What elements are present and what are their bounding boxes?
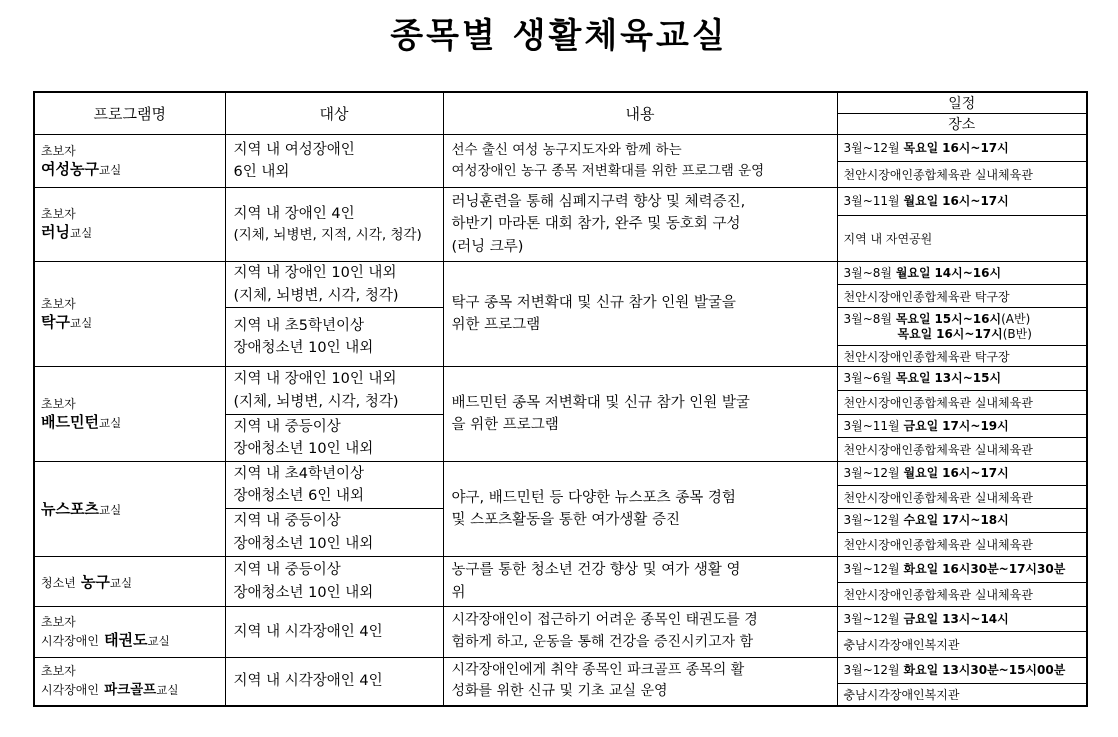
schedule-time: 16시30분~17시30분 bbox=[942, 562, 1066, 576]
program-name: 파크골프 bbox=[104, 681, 157, 698]
content-line: 배드민턴 종목 저변확대 및 신규 참가 인원 발굴 bbox=[451, 394, 750, 411]
target-cell bbox=[225, 188, 443, 262]
place-cell: 충남시각장애인복지관 bbox=[837, 632, 1087, 658]
program-name: 배드민턴 bbox=[41, 412, 99, 431]
program-name: 태권도 bbox=[104, 630, 148, 649]
schedule-months: 3월~8월 bbox=[843, 311, 893, 326]
target-line: 지역 내 중등이상 bbox=[233, 418, 341, 435]
schedule-day: 월요일 bbox=[903, 194, 939, 208]
program-table bbox=[33, 91, 1088, 707]
content-line: 농구를 통한 청소년 건강 향상 및 여가 생활 영 bbox=[451, 562, 741, 579]
table-row bbox=[34, 557, 1087, 583]
target-cell bbox=[225, 308, 443, 367]
place-cell: 천안시장애인종합체육관 실내체육관 bbox=[837, 583, 1087, 607]
program-name: 농구 bbox=[80, 572, 110, 591]
schedule-cell bbox=[837, 557, 1087, 583]
content-line: 시각장애인에게 취약 종목인 파크골프 종목의 활 bbox=[451, 661, 745, 678]
schedule-day: 목요일 bbox=[895, 371, 931, 385]
schedule-cell bbox=[837, 188, 1087, 216]
content-line: 을 위한 프로그램 bbox=[451, 417, 559, 433]
program-suffix: 교실 bbox=[147, 633, 170, 648]
target-cell bbox=[225, 509, 443, 557]
place-cell: 천안시장애인종합체육관 실내체육관 bbox=[837, 486, 1087, 509]
program-level: 초보자 bbox=[41, 396, 76, 411]
target-line: 지역 내 중등이상 bbox=[233, 562, 341, 579]
target-cell bbox=[225, 658, 443, 706]
content-line: 하반기 마라톤 대회 참가, 완주 및 동호회 구성 bbox=[451, 216, 741, 233]
content-cell bbox=[443, 607, 837, 658]
schedule-day: 목요일 bbox=[897, 326, 933, 341]
program-level: 초보자 bbox=[41, 663, 76, 678]
program-name: 탁구 bbox=[41, 312, 70, 331]
program-prefix: 시각장애인 bbox=[41, 633, 99, 648]
program-cell bbox=[34, 367, 225, 462]
target-line: 지역 내 장애인 4인 bbox=[233, 205, 355, 222]
target-line: 지역 내 장애인 10인 내외 bbox=[233, 265, 397, 282]
schedule-cell bbox=[837, 262, 1087, 285]
place-cell: 충남시각장애인복지관 bbox=[837, 684, 1087, 706]
program-cell bbox=[34, 188, 225, 262]
target-cell bbox=[225, 415, 443, 462]
header-place: 장소 bbox=[837, 114, 1087, 135]
program-level: 초보자 bbox=[41, 143, 76, 158]
schedule-day: 월요일 bbox=[903, 466, 939, 480]
program-name: 러닝 bbox=[41, 223, 70, 241]
schedule-months: 3월~12월 bbox=[843, 562, 900, 576]
program-suffix: 교실 bbox=[98, 415, 122, 430]
target-cell bbox=[225, 262, 443, 308]
schedule-time: 13시~15시 bbox=[934, 371, 1002, 385]
program-suffix: 교실 bbox=[156, 682, 179, 697]
target-line: (지체, 뇌병변, 시각, 청각) bbox=[233, 287, 399, 304]
schedule-time: 13시30분~15시00분 bbox=[942, 663, 1066, 677]
target-cell bbox=[225, 135, 443, 188]
program-suffix: 교실 bbox=[98, 503, 122, 517]
table-row bbox=[34, 462, 1087, 486]
program-cell bbox=[34, 607, 225, 658]
schedule-cell bbox=[837, 367, 1087, 391]
program-cell bbox=[34, 135, 225, 188]
content-cell bbox=[443, 367, 837, 462]
schedule-time: 17시~18시 bbox=[942, 513, 1009, 527]
schedule-day: 화요일 bbox=[903, 663, 939, 677]
program-cell bbox=[34, 557, 225, 607]
schedule-cell bbox=[837, 415, 1087, 438]
content-line: 야구, 배드민턴 등 다양한 뉴스포츠 종목 경험 bbox=[451, 489, 736, 506]
schedule-cell bbox=[837, 509, 1087, 533]
program-prefix: 청소년 bbox=[41, 575, 76, 590]
schedule-cell bbox=[837, 135, 1087, 162]
schedule-cell bbox=[837, 308, 1087, 346]
target-line: 장애청소년 10인 내외 bbox=[233, 340, 374, 356]
target-line: 지역 내 초5학년이상 bbox=[233, 317, 364, 334]
place-cell: 천안시장애인종합체육관 실내체육관 bbox=[837, 162, 1087, 188]
content-line: 탁구 종목 저변확대 및 신규 참가 인원 발굴을 bbox=[451, 294, 736, 311]
schedule-cell bbox=[837, 462, 1087, 486]
program-level: 초보자 bbox=[41, 614, 76, 629]
content-cell bbox=[443, 658, 837, 706]
schedule-time: 14시~16시 bbox=[934, 265, 1002, 280]
program-suffix: 교실 bbox=[69, 315, 93, 330]
target-line: (지체, 뇌병변, 시각, 청각) bbox=[233, 393, 399, 410]
target-cell bbox=[225, 557, 443, 607]
schedule-day: 목요일 bbox=[903, 140, 939, 155]
target-line: (지체, 뇌병변, 지적, 시각, 청각) bbox=[233, 227, 422, 244]
table-row bbox=[34, 607, 1087, 632]
table-row bbox=[34, 262, 1087, 285]
program-cell bbox=[34, 262, 225, 367]
page-title: 종목별 생활체육교실 bbox=[390, 16, 728, 56]
schedule-time: 16시~17시 bbox=[942, 140, 1009, 155]
place-cell: 지역 내 자연공원 bbox=[837, 216, 1087, 262]
content-line: 성화를 위한 신규 및 기초 교실 운영 bbox=[451, 683, 668, 700]
schedule-months: 3월~12월 bbox=[843, 611, 900, 626]
schedule-day: 금요일 bbox=[903, 418, 939, 433]
table-row bbox=[34, 188, 1087, 216]
target-line: 장애청소년 10인 내외 bbox=[233, 535, 374, 552]
content-cell bbox=[443, 135, 837, 188]
target-line: 6인 내외 bbox=[233, 164, 290, 180]
target-line: 지역 내 장애인 10인 내외 bbox=[233, 371, 397, 388]
content-cell bbox=[443, 557, 837, 607]
program-cell bbox=[34, 658, 225, 706]
schedule-day: 수요일 bbox=[903, 513, 939, 527]
schedule-months: 3월~12월 bbox=[843, 663, 900, 677]
target-line: 장애청소년 10인 내외 bbox=[233, 441, 374, 457]
schedule-months: 3월~12월 bbox=[843, 466, 900, 480]
place-cell: 천안시장애인종합체육관 탁구장 bbox=[837, 346, 1087, 367]
schedule-months: 3월~11월 bbox=[843, 418, 900, 433]
target-line: 장애청소년 6인 내외 bbox=[233, 488, 364, 504]
schedule-time: 17시~19시 bbox=[942, 418, 1009, 433]
place-cell: 천안시장애인종합체육관 탁구장 bbox=[837, 285, 1087, 308]
program-cell bbox=[34, 462, 225, 557]
schedule-time: 16시~17시 bbox=[942, 466, 1009, 480]
content-line: (러닝 크루) bbox=[451, 238, 524, 255]
target-cell bbox=[225, 367, 443, 415]
schedule-months: 3월~8월 bbox=[843, 265, 893, 280]
schedule-day: 목요일 bbox=[895, 311, 931, 326]
schedule-group-tag: (A반) bbox=[1001, 311, 1031, 326]
place-cell: 천안시장애인종합체육관 실내체육관 bbox=[837, 438, 1087, 462]
program-name: 뉴스포츠 bbox=[41, 500, 99, 518]
schedule-months: 3월~11월 bbox=[843, 194, 900, 208]
schedule-time: 13시~14시 bbox=[942, 611, 1009, 626]
header-schedule: 일정 bbox=[837, 92, 1087, 114]
schedule-time: 15시~16시 bbox=[934, 311, 1002, 326]
target-line: 장애청소년 10인 내외 bbox=[233, 584, 374, 601]
schedule-day: 금요일 bbox=[903, 611, 939, 626]
content-line: 및 스포츠활동을 통한 여가생활 증진 bbox=[451, 512, 681, 528]
table-row bbox=[34, 367, 1087, 391]
target-line: 지역 내 시각장애인 4인 bbox=[233, 673, 383, 690]
table-row bbox=[34, 658, 1087, 684]
header-program: 프로그램명 bbox=[34, 92, 225, 135]
program-prefix: 시각장애인 bbox=[41, 682, 99, 697]
schedule-months: 3월~12월 bbox=[843, 140, 900, 155]
target-cell bbox=[225, 462, 443, 509]
program-name: 여성농구 bbox=[41, 159, 99, 178]
schedule-months: 3월~12월 bbox=[843, 513, 900, 527]
content-line: 시각장애인이 접근하기 어려운 종목인 태권도를 경 bbox=[451, 612, 758, 629]
schedule-group-tag: (B반) bbox=[1002, 326, 1032, 341]
target-line: 지역 내 여성장애인 bbox=[233, 141, 355, 158]
schedule-day: 월요일 bbox=[895, 265, 931, 280]
schedule-cell bbox=[837, 607, 1087, 632]
content-cell bbox=[443, 462, 837, 557]
table-row bbox=[34, 135, 1087, 162]
schedule-months: 3월~6월 bbox=[843, 371, 893, 385]
content-line: 러닝훈련을 통해 심폐지구력 향상 및 체력증진, bbox=[451, 193, 746, 210]
target-line: 지역 내 초4학년이상 bbox=[233, 465, 364, 482]
content-line: 선수 출신 여성 농구지도자와 함께 하는 bbox=[451, 142, 682, 159]
program-suffix: 교실 bbox=[98, 162, 122, 177]
program-level: 초보자 bbox=[41, 207, 76, 221]
place-cell: 천안시장애인종합체육관 실내체육관 bbox=[837, 533, 1087, 557]
program-suffix: 교실 bbox=[69, 226, 93, 240]
program-suffix: 교실 bbox=[109, 575, 133, 590]
content-line: 험하게 하고, 운동을 통해 건강을 증진시키고자 함 bbox=[451, 634, 754, 650]
schedule-day: 화요일 bbox=[903, 562, 939, 576]
target-line: 지역 내 시각장애인 4인 bbox=[233, 623, 383, 640]
target-line: 지역 내 중등이상 bbox=[233, 513, 341, 530]
content-line: 여성장애인 농구 종목 저변확대를 위한 프로그램 운영 bbox=[451, 163, 765, 179]
program-level: 초보자 bbox=[41, 296, 76, 311]
schedule-time: 16시~17시 bbox=[936, 326, 1003, 341]
place-cell: 천안시장애인종합체육관 실내체육관 bbox=[837, 391, 1087, 415]
header-target: 대상 bbox=[225, 92, 443, 135]
content-cell bbox=[443, 188, 837, 262]
header-content: 내용 bbox=[443, 92, 837, 135]
target-cell bbox=[225, 607, 443, 658]
content-line: 위 bbox=[451, 584, 466, 601]
content-cell bbox=[443, 262, 837, 367]
content-line: 위한 프로그램 bbox=[451, 317, 541, 333]
schedule-time: 16시~17시 bbox=[942, 194, 1009, 208]
schedule-cell bbox=[837, 658, 1087, 684]
